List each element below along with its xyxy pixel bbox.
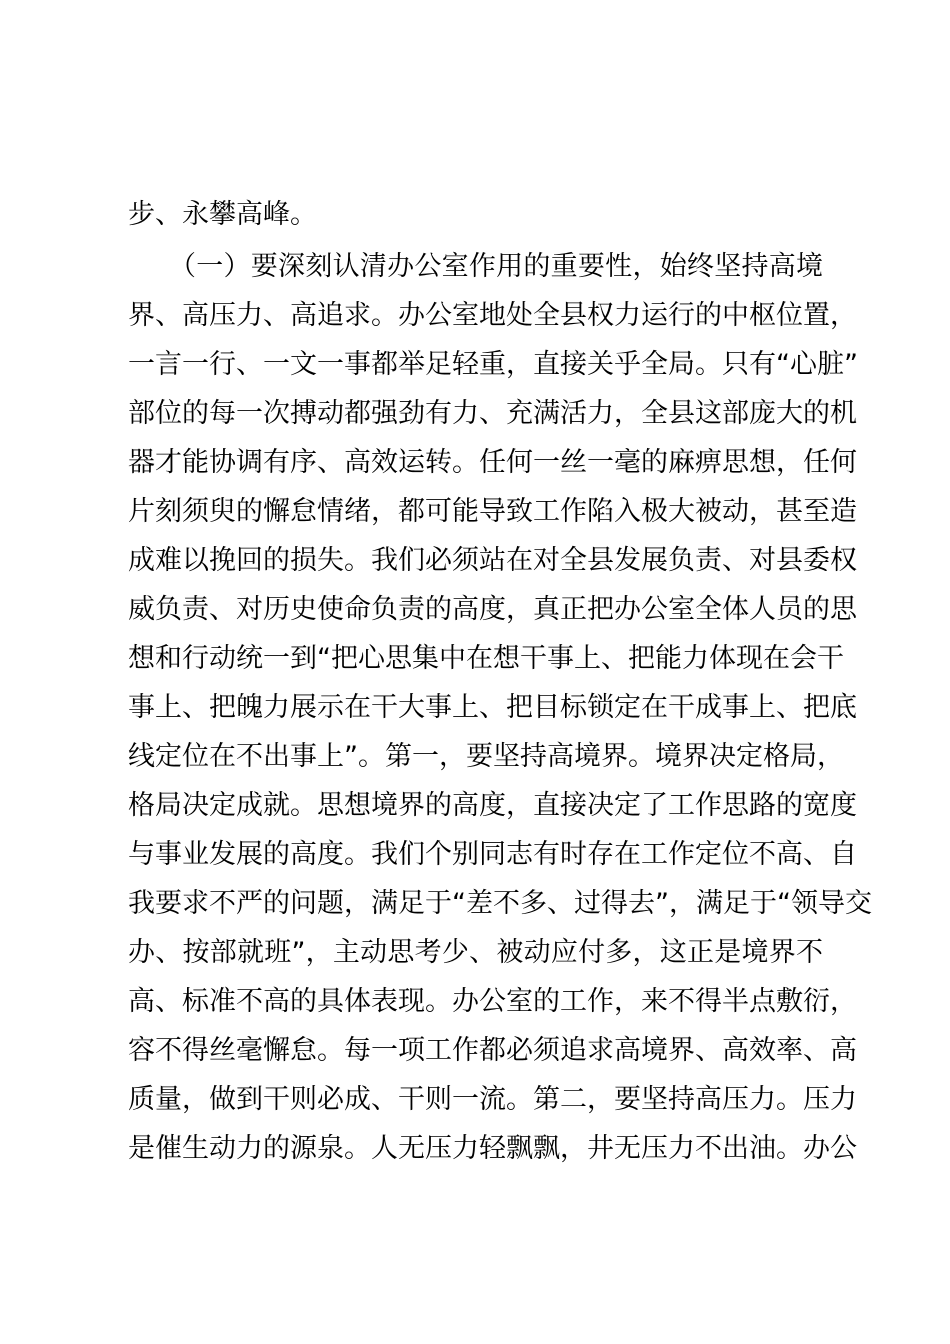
text-line: 界、高压力、高追求。办公室地处全县权力运行的中枢位置， bbox=[128, 300, 857, 331]
text-line: 步、永攀高峰。 bbox=[128, 199, 317, 230]
text-line: 线定位在不出事上”。第一，要坚持高境界。境界决定格局， bbox=[128, 741, 844, 772]
text-line: 与事业发展的高度。我们个别同志有时存在工作定位不高、自 bbox=[128, 839, 857, 870]
text-line: 成难以挽回的损失。我们必须站在对全县发展负责、对县委权 bbox=[128, 545, 857, 576]
text-line: 办、按部就班”，主动思考少、被动应付多，这正是境界不 bbox=[128, 937, 823, 968]
text-line: （一）要深刻认清办公室作用的重要性，始终坚持高境 bbox=[128, 251, 823, 282]
text-line: 是催生动力的源泉。人无压力轻飘飘，井无压力不出油。办公 bbox=[128, 1133, 857, 1164]
text-line: 高、标准不高的具体表现。办公室的工作，来不得半点敷衍， bbox=[128, 986, 857, 1017]
text-line: 事上、把魄力展示在干大事上、把目标锁定在干成事上、把底 bbox=[128, 692, 857, 723]
text-line: 威负责、对历史使命负责的高度，真正把办公室全体人员的思 bbox=[128, 594, 857, 625]
text-line: 一言一行、一文一事都举足轻重，直接关乎全局。只有“心脏” bbox=[128, 349, 858, 380]
text-line: 想和行动统一到“把心思集中在想干事上、把能力体现在会干 bbox=[128, 643, 844, 674]
text-line: 片刻须臾的懈怠情绪，都可能导致工作陷入极大被动，甚至造 bbox=[128, 496, 857, 527]
text-line: 我要求不严的问题，满足于“差不多、过得去”，满足于“领导交 bbox=[128, 888, 872, 919]
text-line: 部位的每一次搏动都强劲有力、充满活力，全县这部庞大的机 bbox=[128, 398, 857, 429]
text-line: 容不得丝毫懈怠。每一项工作都必须追求高境界、高效率、高 bbox=[128, 1035, 857, 1066]
text-line: 质量，做到干则必成、干则一流。第二，要坚持高压力。压力 bbox=[128, 1084, 857, 1115]
text-line: 格局决定成就。思想境界的高度，直接决定了工作思路的宽度 bbox=[128, 790, 857, 821]
text-line: 器才能协调有序、高效运转。任何一丝一毫的麻痹思想，任何 bbox=[128, 447, 857, 478]
